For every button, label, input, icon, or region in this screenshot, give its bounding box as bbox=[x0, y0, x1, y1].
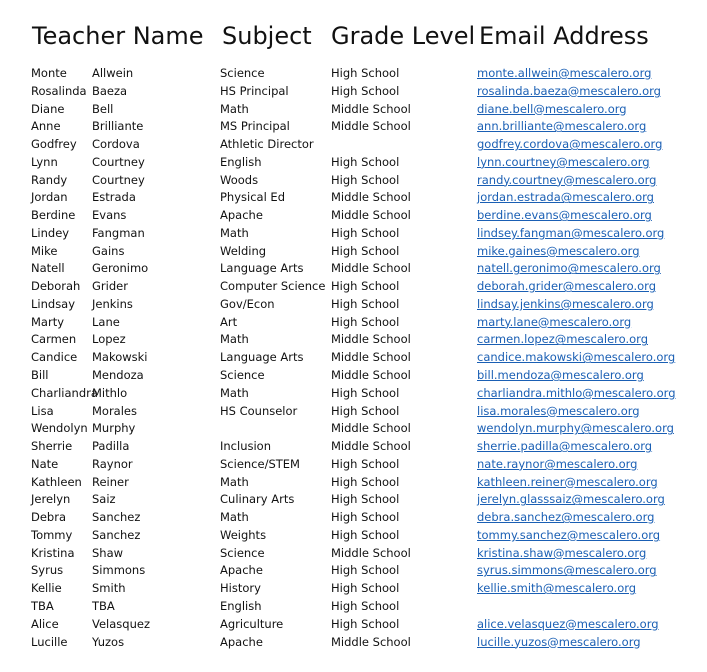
table-row bbox=[0, 314, 707, 332]
first-name-cell: Kellie bbox=[31, 581, 62, 596]
first-name-cell: Lindey bbox=[31, 225, 70, 240]
table-row bbox=[0, 225, 707, 243]
table-row bbox=[0, 474, 707, 492]
subject-cell: Inclusion bbox=[220, 439, 271, 454]
grade-level-cell: High School bbox=[331, 527, 400, 542]
subject-cell: Weights bbox=[220, 527, 267, 542]
last-name-cell: Courtney bbox=[92, 172, 145, 187]
table-row bbox=[0, 83, 707, 101]
first-name-cell: Carmen bbox=[31, 332, 77, 347]
table-row bbox=[0, 189, 707, 207]
subject-cell: Woods bbox=[220, 172, 259, 187]
last-name-cell: Grider bbox=[92, 279, 128, 294]
email-link[interactable]: syrus.simmons@mescalero.org bbox=[477, 563, 657, 578]
email-link[interactable]: kellie.smith@mescalero.org bbox=[477, 581, 637, 596]
email-link[interactable]: jordan.estrada@mescalero.org bbox=[477, 190, 654, 205]
email-link[interactable]: alice.velasquez@mescalero.org bbox=[477, 616, 659, 631]
last-name-cell: Reiner bbox=[92, 474, 129, 489]
grade-level-cell: High School bbox=[331, 314, 400, 329]
first-name-cell: Kristina bbox=[31, 545, 75, 560]
table-row bbox=[0, 172, 707, 190]
grade-level-cell: Middle School bbox=[331, 261, 411, 276]
email-link[interactable]: candice.makowski@mescalero.org bbox=[477, 350, 676, 365]
table-row bbox=[0, 527, 707, 545]
last-name-cell: Cordova bbox=[92, 137, 140, 152]
subject-cell: Math bbox=[220, 332, 249, 347]
subject-cell: Art bbox=[220, 314, 238, 329]
header-email-address: Email Address bbox=[479, 22, 649, 50]
last-name-cell: Simmons bbox=[92, 563, 146, 578]
grade-level-cell: Middle School bbox=[331, 101, 411, 116]
subject-cell: Math bbox=[220, 474, 249, 489]
grade-level-cell: High School bbox=[331, 581, 400, 596]
subject-cell: Apache bbox=[220, 208, 263, 223]
subject-cell: Apache bbox=[220, 634, 263, 649]
email-link[interactable]: debra.sanchez@mescalero.org bbox=[477, 510, 655, 525]
table-row bbox=[0, 349, 707, 367]
table-row bbox=[0, 403, 707, 421]
email-link[interactable]: tommy.sanchez@mescalero.org bbox=[477, 527, 661, 542]
first-name-cell: Lindsay bbox=[31, 296, 76, 311]
last-name-cell: Lane bbox=[92, 314, 120, 329]
email-link[interactable]: berdine.evans@mescalero.org bbox=[477, 208, 652, 223]
first-name-cell: Alice bbox=[31, 616, 59, 631]
last-name-cell: Lopez bbox=[92, 332, 126, 347]
subject-cell: Gov/Econ bbox=[220, 296, 275, 311]
last-name-cell: Estrada bbox=[92, 190, 136, 205]
first-name-cell: TBA bbox=[31, 598, 54, 613]
subject-cell: Apache bbox=[220, 563, 263, 578]
grade-level-cell: High School bbox=[331, 154, 400, 169]
table-row bbox=[0, 438, 707, 456]
grade-level-cell: High School bbox=[331, 510, 400, 525]
email-link[interactable]: randy.courtney@mescalero.org bbox=[477, 172, 657, 187]
subject-cell: English bbox=[220, 154, 262, 169]
first-name-cell: Lucille bbox=[31, 634, 68, 649]
subject-cell: Science bbox=[220, 66, 265, 80]
subject-cell: Computer Science bbox=[220, 279, 326, 294]
last-name-cell: Jenkins bbox=[92, 296, 133, 311]
first-name-cell: Jordan bbox=[31, 190, 68, 205]
grade-level-cell: Middle School bbox=[331, 421, 411, 436]
grade-level-cell: High School bbox=[331, 66, 400, 80]
grade-level-cell: Middle School bbox=[331, 208, 411, 223]
grade-level-cell: High School bbox=[331, 225, 400, 240]
last-name-cell: TBA bbox=[92, 598, 115, 613]
table-row bbox=[0, 616, 707, 634]
grade-level-cell: Middle School bbox=[331, 439, 411, 454]
header-teacher-name: Teacher Name bbox=[32, 22, 204, 50]
table-row bbox=[0, 456, 707, 474]
table-row bbox=[0, 545, 707, 563]
email-link[interactable]: kathleen.reiner@mescalero.org bbox=[477, 474, 658, 489]
first-name-cell: Sherrie bbox=[31, 439, 73, 454]
grade-level-cell: Middle School bbox=[331, 634, 411, 649]
first-name-cell: Diane bbox=[31, 101, 65, 116]
first-name-cell: Rosalinda bbox=[31, 83, 87, 98]
last-name-cell: Raynor bbox=[92, 456, 133, 471]
subject-cell: Science bbox=[220, 545, 265, 560]
table-row bbox=[0, 207, 707, 225]
email-link[interactable]: bill.mendoza@mescalero.org bbox=[477, 368, 644, 383]
email-link[interactable]: marty.lane@mescalero.org bbox=[477, 314, 632, 329]
table-row bbox=[0, 562, 707, 580]
last-name-cell: Mendoza bbox=[92, 368, 144, 383]
grade-level-cell: High School bbox=[331, 456, 400, 471]
subject-cell: Science bbox=[220, 368, 265, 383]
grade-level-cell: High School bbox=[331, 243, 400, 258]
email-link[interactable]: nate.raynor@mescalero.org bbox=[477, 456, 638, 471]
table-row bbox=[0, 509, 707, 527]
subject-cell: Language Arts bbox=[220, 350, 304, 365]
email-link[interactable]: jerelyn.glasssaiz@mescalero.org bbox=[477, 492, 665, 507]
grade-level-cell: Middle School bbox=[331, 350, 411, 365]
first-name-cell: Kathleen bbox=[31, 474, 82, 489]
table-row bbox=[0, 65, 707, 83]
grade-level-cell: High School bbox=[331, 296, 400, 311]
subject-cell: English bbox=[220, 598, 262, 613]
subject-cell: Science/STEM bbox=[220, 456, 300, 471]
subject-cell: Physical Ed bbox=[220, 190, 286, 205]
email-link[interactable]: rosalinda.baeza@mescalero.org bbox=[477, 83, 661, 98]
table-row bbox=[0, 296, 707, 314]
last-name-cell: Allwein bbox=[92, 66, 134, 80]
table-row bbox=[0, 580, 707, 598]
last-name-cell: Padilla bbox=[92, 439, 130, 454]
subject-cell: Math bbox=[220, 225, 249, 240]
first-name-cell: Berdine bbox=[31, 208, 76, 223]
first-name-cell: Lynn bbox=[31, 154, 58, 169]
email-link[interactable]: lindsay.jenkins@mescalero.org bbox=[477, 296, 654, 311]
subject-cell: MS Principal bbox=[220, 119, 290, 134]
subject-cell: HS Principal bbox=[220, 83, 289, 98]
email-link[interactable]: mike.gaines@mescalero.org bbox=[477, 243, 640, 258]
table-row bbox=[0, 331, 707, 349]
email-link[interactable]: deborah.grider@mescalero.org bbox=[477, 279, 656, 294]
table-row bbox=[0, 278, 707, 296]
last-name-cell: Bell bbox=[92, 101, 114, 116]
last-name-cell: Fangman bbox=[92, 225, 145, 240]
last-name-cell: Morales bbox=[92, 403, 137, 418]
email-link[interactable]: lynn.courtney@mescalero.org bbox=[477, 154, 650, 169]
last-name-cell: Evans bbox=[92, 208, 127, 223]
grade-level-cell: High School bbox=[331, 492, 400, 507]
grade-level-cell: High School bbox=[331, 616, 400, 631]
email-link[interactable]: diane.bell@mescalero.org bbox=[477, 101, 627, 116]
email-link[interactable]: charliandra.mithlo@mescalero.org bbox=[477, 385, 676, 400]
last-name-cell: Mithlo bbox=[92, 385, 128, 400]
last-name-cell: Courtney bbox=[92, 154, 145, 169]
last-name-cell: Sanchez bbox=[92, 527, 141, 542]
first-name-cell: Deborah bbox=[31, 279, 81, 294]
subject-cell: Welding bbox=[220, 243, 267, 258]
table-row bbox=[0, 598, 707, 616]
last-name-cell: Gains bbox=[92, 243, 125, 258]
grade-level-cell: High School bbox=[331, 563, 400, 578]
last-name-cell: Yuzos bbox=[92, 634, 125, 649]
first-name-cell: Marty bbox=[31, 314, 65, 329]
subject-cell: History bbox=[220, 581, 261, 596]
table-row bbox=[0, 101, 707, 119]
first-name-cell: Wendolyn bbox=[31, 421, 88, 436]
grade-level-cell: Middle School bbox=[331, 190, 411, 205]
header-grade-level: Grade Level bbox=[331, 22, 476, 50]
first-name-cell: Syrus bbox=[31, 563, 64, 578]
subject-cell: Math bbox=[220, 510, 249, 525]
last-name-cell: Velasquez bbox=[92, 616, 150, 631]
subject-cell: Math bbox=[220, 385, 249, 400]
grade-level-cell: High School bbox=[331, 385, 400, 400]
grade-level-cell: High School bbox=[331, 403, 400, 418]
first-name-cell: Tommy bbox=[31, 527, 73, 542]
first-name-cell: Randy bbox=[31, 172, 68, 187]
first-name-cell: Monte bbox=[31, 66, 67, 80]
email-link[interactable]: kristina.shaw@mescalero.org bbox=[477, 545, 647, 560]
table-row bbox=[0, 367, 707, 385]
subject-cell: Agriculture bbox=[220, 616, 284, 631]
table-row bbox=[0, 260, 707, 278]
email-link[interactable]: wendolyn.murphy@mescalero.org bbox=[477, 421, 674, 436]
teacher-table bbox=[0, 65, 707, 651]
grade-level-cell: Middle School bbox=[331, 545, 411, 560]
table-row bbox=[0, 243, 707, 261]
last-name-cell: Brilliante bbox=[92, 119, 144, 134]
table-row bbox=[0, 154, 707, 172]
email-link[interactable]: godfrey.cordova@mescalero.org bbox=[477, 137, 663, 152]
table-row bbox=[0, 136, 707, 154]
last-name-cell: Saiz bbox=[92, 492, 116, 507]
subject-cell: HS Counselor bbox=[220, 403, 298, 418]
email-link[interactable]: sherrie.padilla@mescalero.org bbox=[477, 439, 653, 454]
first-name-cell: Candice bbox=[31, 350, 78, 365]
first-name-cell: Godfrey bbox=[31, 137, 77, 152]
subject-cell: Math bbox=[220, 101, 249, 116]
first-name-cell: Jerelyn bbox=[31, 492, 71, 507]
subject-cell: Language Arts bbox=[220, 261, 304, 276]
email-link[interactable]: ann.brilliante@mescalero.org bbox=[477, 119, 647, 134]
last-name-cell: Smith bbox=[92, 581, 126, 596]
last-name-cell: Sanchez bbox=[92, 510, 141, 525]
last-name-cell: Geronimo bbox=[92, 261, 149, 276]
email-link[interactable]: monte.allwein@mescalero.org bbox=[477, 66, 652, 80]
first-name-cell: Lisa bbox=[31, 403, 54, 418]
first-name-cell: Charliandra bbox=[31, 385, 98, 400]
grade-level-cell: Middle School bbox=[331, 368, 411, 383]
email-link[interactable]: natell.geronimo@mescalero.org bbox=[477, 261, 661, 276]
last-name-cell: Baeza bbox=[92, 83, 128, 98]
email-link[interactable]: lucille.yuzos@mescalero.org bbox=[477, 634, 641, 649]
subject-cell: Culinary Arts bbox=[220, 492, 295, 507]
subject-cell: Athletic Director bbox=[220, 137, 314, 152]
grade-level-cell: High School bbox=[331, 474, 400, 489]
last-name-cell: Murphy bbox=[92, 421, 136, 436]
first-name-cell: Debra bbox=[31, 510, 67, 525]
email-link[interactable]: carmen.lopez@mescalero.org bbox=[477, 332, 648, 347]
email-link[interactable]: lisa.morales@mescalero.org bbox=[477, 403, 640, 418]
table-row bbox=[0, 420, 707, 438]
table-row bbox=[0, 385, 707, 403]
table-row bbox=[0, 491, 707, 509]
grade-level-cell: High School bbox=[331, 172, 400, 187]
first-name-cell: Natell bbox=[31, 261, 65, 276]
email-link[interactable]: lindsey.fangman@mescalero.org bbox=[477, 225, 665, 240]
grade-level-cell: Middle School bbox=[331, 332, 411, 347]
header-subject: Subject bbox=[222, 22, 312, 50]
grade-level-cell: High School bbox=[331, 83, 400, 98]
first-name-cell: Nate bbox=[31, 456, 59, 471]
table-row bbox=[0, 634, 707, 652]
grade-level-cell: High School bbox=[331, 279, 400, 294]
last-name-cell: Makowski bbox=[92, 350, 148, 365]
table-row bbox=[0, 118, 707, 136]
last-name-cell: Shaw bbox=[92, 545, 124, 560]
first-name-cell: Anne bbox=[31, 119, 61, 134]
grade-level-cell: High School bbox=[331, 598, 400, 613]
grade-level-cell: Middle School bbox=[331, 119, 411, 134]
first-name-cell: Mike bbox=[31, 243, 58, 258]
first-name-cell: Bill bbox=[31, 368, 49, 383]
